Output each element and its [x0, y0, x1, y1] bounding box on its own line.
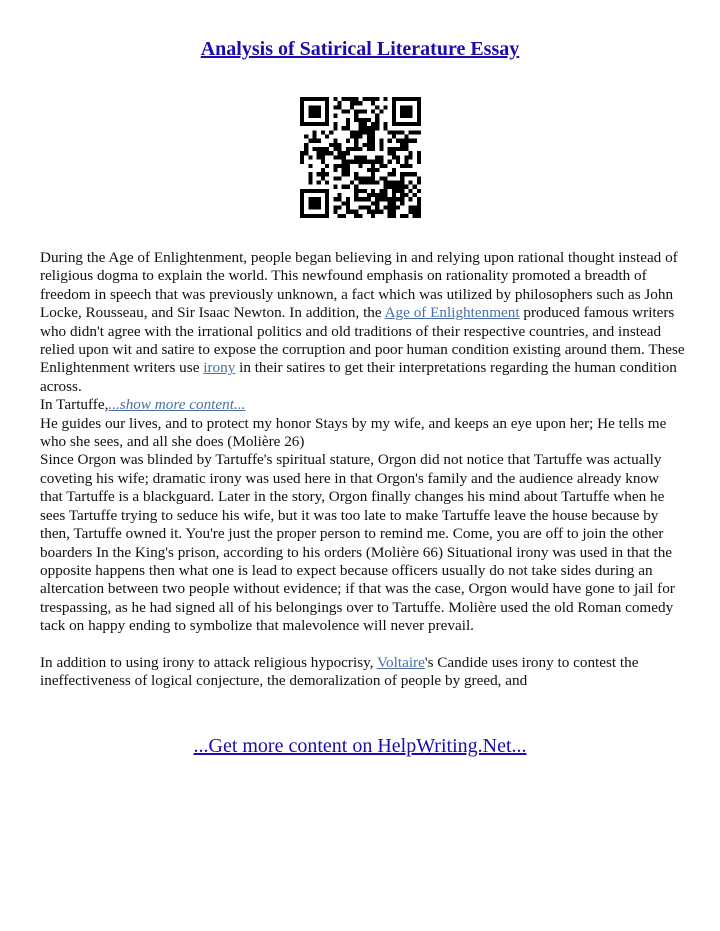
- essay-body: [40, 249, 685, 690]
- irony-link[interactable]: irony: [203, 359, 236, 377]
- age-of-enlightenment-link[interactable]: Age of Enlightenment: [384, 304, 520, 322]
- page-title: [0, 38, 720, 61]
- show-more-link[interactable]: ...show more content...: [108, 396, 246, 414]
- paragraph-voltaire-text-1: In addition to using irony to attack religious hypocrisy,: [40, 653, 378, 671]
- paragraph-intro: [40, 249, 685, 396]
- qr-code-icon: [300, 97, 421, 218]
- tartuffe-text: In Tartuffe,: [40, 396, 109, 414]
- paragraph-spacer: [40, 636, 685, 654]
- paragraph-voltaire: [40, 654, 685, 691]
- paragraph-intro-text-3: in their satires to get their interpretations regarding the human condition across.: [40, 359, 677, 395]
- paragraph-orgon: Since Orgon was blinded by Tartuffe's spiritual stature, Orgon did not notice that Tartuffe was actually coveting his wife; dramatic irony was used here in that Orgon's family and the audience already know that Tartuffe is a blackguard. Later in the story, Orgon finally changes his mind about Tartuffe when he sees Tartuffe trying to seduce his wife, but it was too late to make Tartuffe leave the house because by then, Tartuffe owned it. You're just the proper person to remind me. Come, you are off to join the other boarders In the King's prison, according to his orders (Molière 66) Situational irony was used in that the opposite happens then what one is lead to expect because officers usually do not take sides during an altercation between two people without evidence; if that was the case, Orgon would have gone to jail for trespassing, as he had signed all of his belongings over to Tartuffe. Molière used the old Roman comedy tack on happy ending to symbolize that malevolence will never prevail.: [40, 451, 675, 635]
- title-link[interactable]: Analysis of Satirical Literature Essay: [200, 38, 520, 60]
- paragraph-intro-text-1: During the Age of Enlightenment, people began believing in and relying upon rational thought instead of religious dogma to explain the world. This newfound emphasis on rationality promoted a breadth of freedom in speech that was previously unknown, a fact which was utilized by philosophers such as John Locke, Rousseau, and Sir Isaac Newton. In addition, the: [40, 249, 678, 322]
- paragraph-intro-text-2: produced famous writers who didn't agree with the irrational politics and old traditions of their respective countries, and instead relied upon wit and satire to expose the corruption and poor human condition existing around them. These Enlightenment writers use: [40, 304, 685, 377]
- footer: [0, 735, 720, 758]
- paragraph-quote: He guides our lives, and to protect my honor Stays by my wife, and keeps an eye upon her; He tells me who she sees, and all she does (Molière 26): [40, 414, 667, 451]
- paragraph-voltaire-text-2: 's Candide uses irony to contest the ineffectiveness of logical conjecture, the demoralization of people by greed, and: [40, 653, 639, 689]
- get-more-content-link[interactable]: ...Get more content on HelpWriting.Net...: [193, 735, 527, 757]
- voltaire-link[interactable]: Voltaire: [377, 653, 425, 671]
- paragraph-tartuffe: [40, 396, 685, 414]
